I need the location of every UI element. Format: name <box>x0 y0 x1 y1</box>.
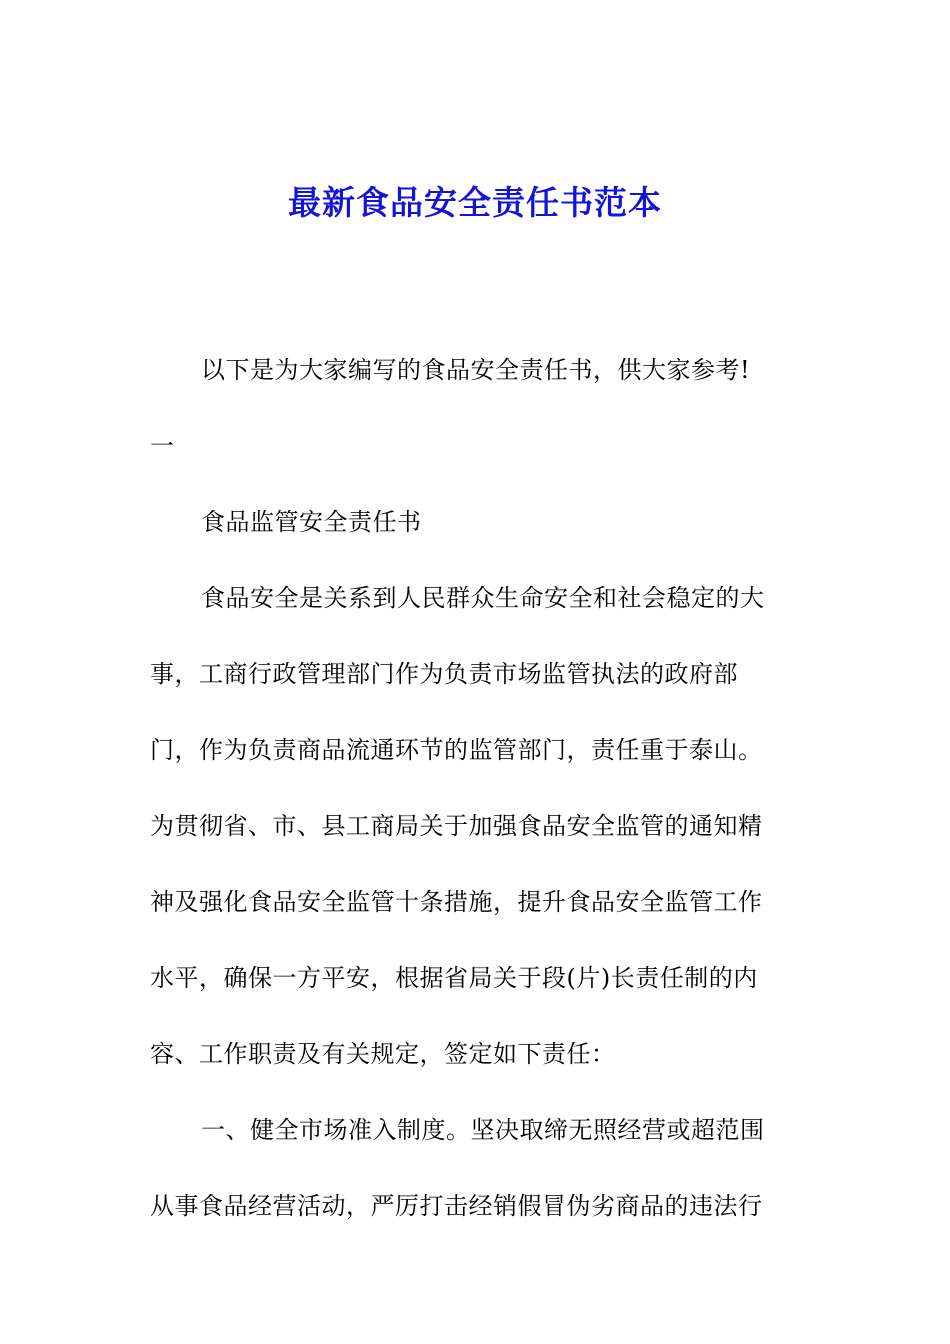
paragraph-line: 门，作为负责商品流通环节的监管部门，责任重于泰山。 <box>150 736 763 764</box>
section-number: 一 <box>150 432 175 460</box>
document-title: 最新食品安全责任书范本 <box>288 183 662 222</box>
paragraph-1 <box>150 560 798 1092</box>
document-body <box>150 332 798 1244</box>
paragraph-line: 事，工商行政管理部门作为负责市场监管执法的政府部 <box>150 660 738 688</box>
paragraph-2 <box>150 1092 798 1244</box>
paragraph-line: 容、工作职责及有关规定，签定如下责任： <box>150 1040 616 1068</box>
paragraph-line: 食品安全是关系到人民群众生命安全和社会稳定的大 <box>201 584 765 612</box>
intro-paragraph: 以下是为大家编写的食品安全责任书，供大家参考! <box>201 356 751 384</box>
paragraph-line: 从事食品经营活动，严厉打击经销假冒伪劣商品的违法行 <box>150 1192 763 1220</box>
paragraph-line: 水平，确保一方平安，根据省局关于段(片)长责任制的内 <box>150 964 758 992</box>
paragraph-line: 为贯彻省、市、县工商局关于加强食品安全监管的通知精 <box>150 812 763 840</box>
subheading: 食品监管安全责任书 <box>201 508 422 536</box>
paragraph-line: 神及强化食品安全监管十条措施，提升食品安全监管工作 <box>150 888 763 916</box>
paragraph-line: 一、健全市场准入制度。坚决取缔无照经营或超范围 <box>201 1116 765 1144</box>
